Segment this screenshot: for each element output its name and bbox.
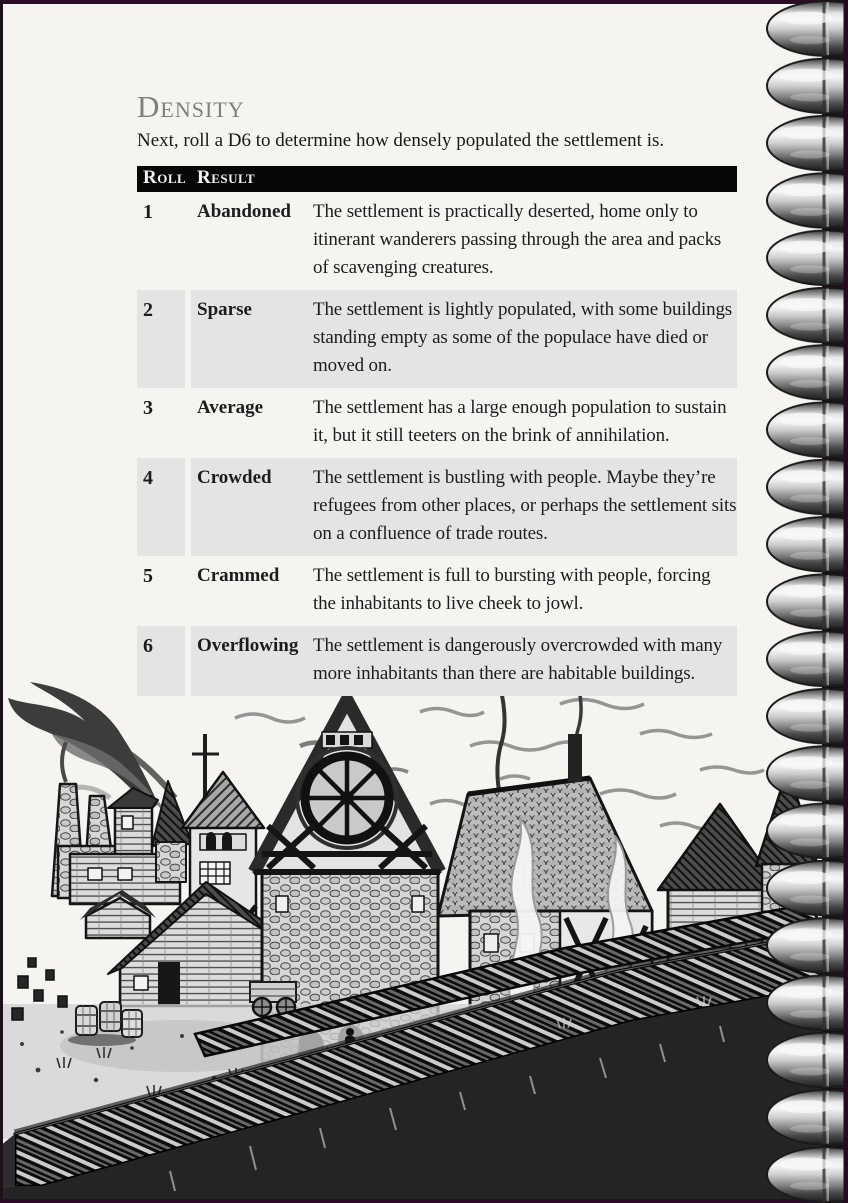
description-cell: The settlement is practically deserted, home only to itinerant wanderers passing through the area and packs of scavenging creatures. <box>313 201 722 278</box>
roll-cell: 2 <box>137 290 185 388</box>
table-row <box>137 458 737 556</box>
table-row <box>137 626 737 696</box>
header-cell-result: Result <box>197 167 256 188</box>
bullet-belt <box>764 0 848 1203</box>
result-cell: Crammed <box>197 565 280 586</box>
result-cell: Sparse <box>191 290 307 388</box>
page-edge-top <box>0 0 848 4</box>
bullet-belt-binding <box>764 0 848 1203</box>
result-cell: Crowded <box>191 458 307 556</box>
page-content <box>137 90 737 696</box>
result-cell: Abandoned <box>197 201 291 222</box>
description-cell: The settlement is dangerously overcrowded with many more inhabitants than there are habitable buildings. <box>307 626 737 696</box>
density-table <box>137 166 737 696</box>
result-cell: Overflowing <box>191 626 307 696</box>
table-row <box>137 556 737 626</box>
description-cell: The settlement is full to bursting with people, forcing the inhabitants to live cheek to jowl. <box>313 565 711 614</box>
section-title: Density <box>137 89 245 124</box>
table-row <box>137 192 737 290</box>
page-edge-right-strip <box>844 0 848 1203</box>
result-cell: Average <box>197 397 264 418</box>
table-row <box>137 290 737 388</box>
description-cell: The settlement is bustling with people. Maybe they’re refugees from other places, or perhaps the settlement sits on a confluence of trade routes. <box>307 458 737 556</box>
intro-text: Next, roll a D6 to determine how densely populated the settlement is. <box>137 130 665 151</box>
roll-cell: 1 <box>143 201 153 223</box>
description-cell: The settlement has a large enough population to sustain it, but it still teeters on the brink of annihilation. <box>313 397 727 446</box>
settlement-illustration <box>0 676 848 1203</box>
table-header-row <box>137 166 737 192</box>
description-cell: The settlement is lightly populated, with some buildings standing empty as some of the populace have died or moved on. <box>307 290 737 388</box>
roll-cell: 6 <box>137 626 185 696</box>
header-cell-roll: Roll <box>143 167 187 188</box>
roll-cell: 5 <box>143 565 153 587</box>
table-row <box>137 388 737 458</box>
roll-cell: 4 <box>137 458 185 556</box>
page-edge-bottom <box>0 1199 848 1203</box>
roll-cell: 3 <box>143 397 153 419</box>
page-edge-left <box>0 0 3 1203</box>
